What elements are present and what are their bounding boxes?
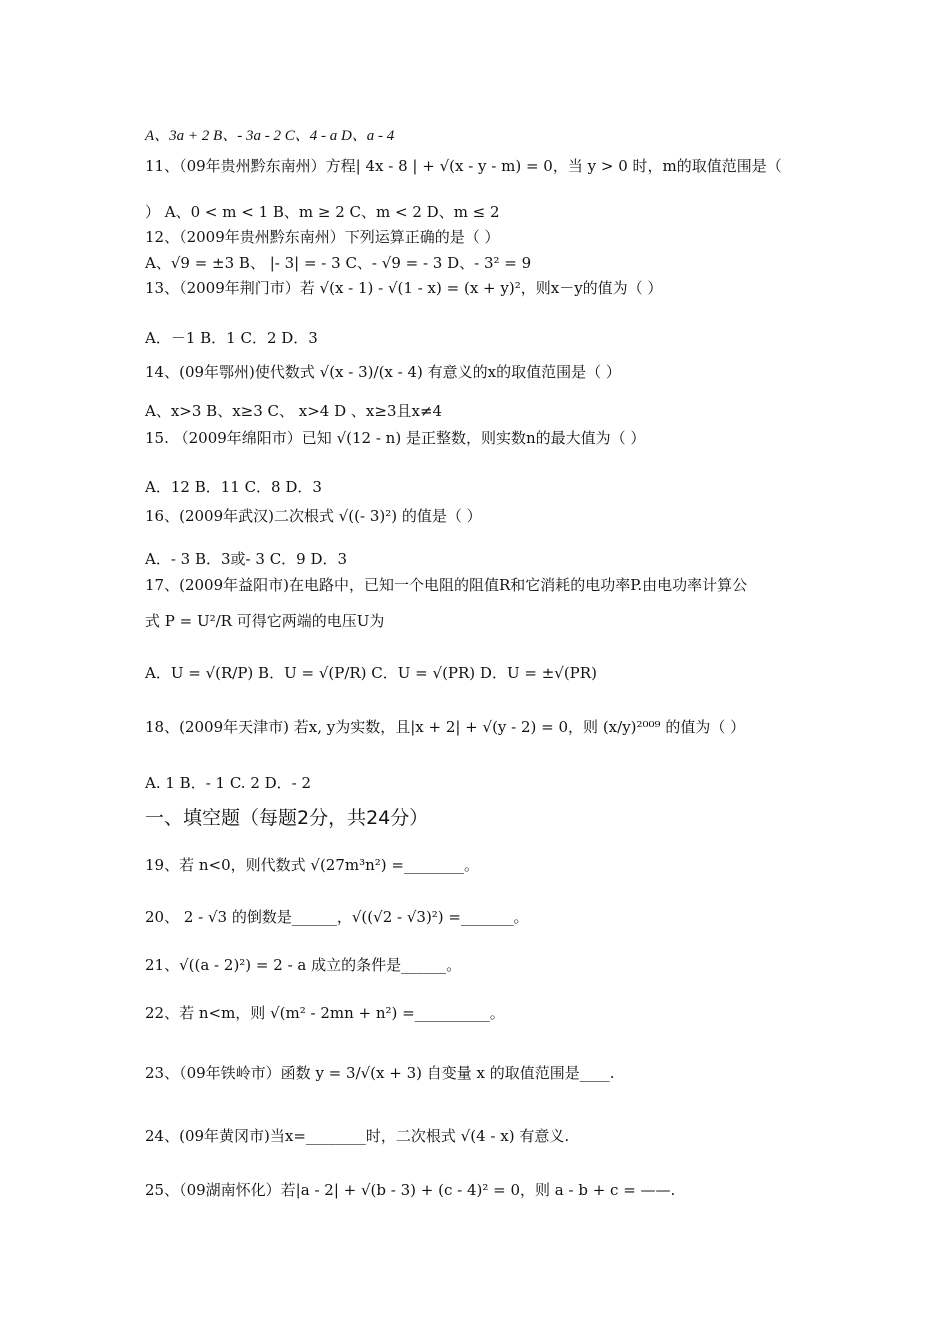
question-22: 22、若 n<m，则 √(m² - 2mn + n²) =__________。 bbox=[145, 1004, 505, 1022]
question-16: 16、(2009年武汉)二次根式 √((- 3)²) 的值是（ ） bbox=[145, 507, 482, 525]
question-24: 24、(09年黄冈市)当x=________时，二次根式 √(4 - x) 有意义. bbox=[145, 1127, 570, 1145]
question-12: 12、（2009年贵州黔东南州）下列运算正确的是（ ） bbox=[145, 228, 500, 246]
q13-options: A．－1 B．1 C．2 D．3 bbox=[145, 329, 318, 347]
question-25: 25、（09湖南怀化）若|a - 2| + √(b - 3) + (c - 4)² = 0，则 a - b + c = ——. bbox=[145, 1181, 676, 1199]
section-title: 一、填空题（每题2分，共24分） bbox=[145, 807, 429, 829]
question-20: 20、 2 - √3 的倒数是______，√((√2 - √3)²) =_______。 bbox=[145, 908, 529, 926]
question-17: 17、(2009年益阳市)在电路中，已知一个电阻的阻值R和它消耗的电功率P.由电功率计算公 bbox=[145, 576, 748, 594]
q17-options: A．U = √(R/P) B．U = √(P/R) C．U = √(PR) D．U = ±√(PR) bbox=[145, 664, 597, 682]
q11-options: ） A、0 < m < 1 B、m ≥ 2 C、m < 2 D、m ≤ 2 bbox=[145, 203, 500, 221]
question-18: 18、(2009年天津市) 若x, y为实数，且|x + 2| + √(y - 2) = 0，则 (x/y)²⁰⁰⁹ 的值为（ ） bbox=[145, 718, 746, 736]
question-17-formula: 式 P = U²/R 可得它两端的电压U为 bbox=[145, 612, 385, 630]
question-14: 14、(09年鄂州)使代数式 √(x - 3)/(x - 4) 有意义的x的取值范围是（ ） bbox=[145, 363, 621, 381]
question-11: 11、（09年贵州黔东南州）方程| 4x - 8 | + √(x - y - m) = 0，当 y > 0 时，m的取值范围是（ bbox=[145, 157, 782, 175]
q14-options: A、x>3 B、x≥3 C、 x>4 D 、x≥3且x≠4 bbox=[145, 402, 443, 420]
q10-options: A、3a + 2 B、- 3a - 2 C、4 - a D、a - 4 bbox=[145, 128, 395, 144]
question-23: 23、（09年铁岭市）函数 y = 3/√(x + 3) 自变量 x 的取值范围是____. bbox=[145, 1064, 615, 1082]
question-21: 21、√((a - 2)²) = 2 - a 成立的条件是______。 bbox=[145, 956, 462, 974]
question-15: 15. （2009年绵阳市）已知 √(12 - n) 是正整数，则实数n的最大值为（ ） bbox=[145, 429, 646, 447]
q18-options: A. 1 B．- 1 C. 2 D．- 2 bbox=[145, 774, 312, 792]
q12-options: A、√9 = ±3 B、 |- 3| = - 3 C、- √9 = - 3 D、- 3² = 9 bbox=[145, 254, 532, 272]
q16-options: A．- 3 B．3或- 3 C．9 D．3 bbox=[145, 550, 348, 568]
question-13: 13、（2009年荆门市）若 √(x - 1) - √(1 - x) = (x + y)²，则x－y的值为（ ） bbox=[145, 279, 663, 297]
q15-options: A．12 B．11 C．8 D．3 bbox=[145, 478, 322, 496]
question-19: 19、若 n<0，则代数式 √(27m³n²) =________。 bbox=[145, 856, 479, 874]
